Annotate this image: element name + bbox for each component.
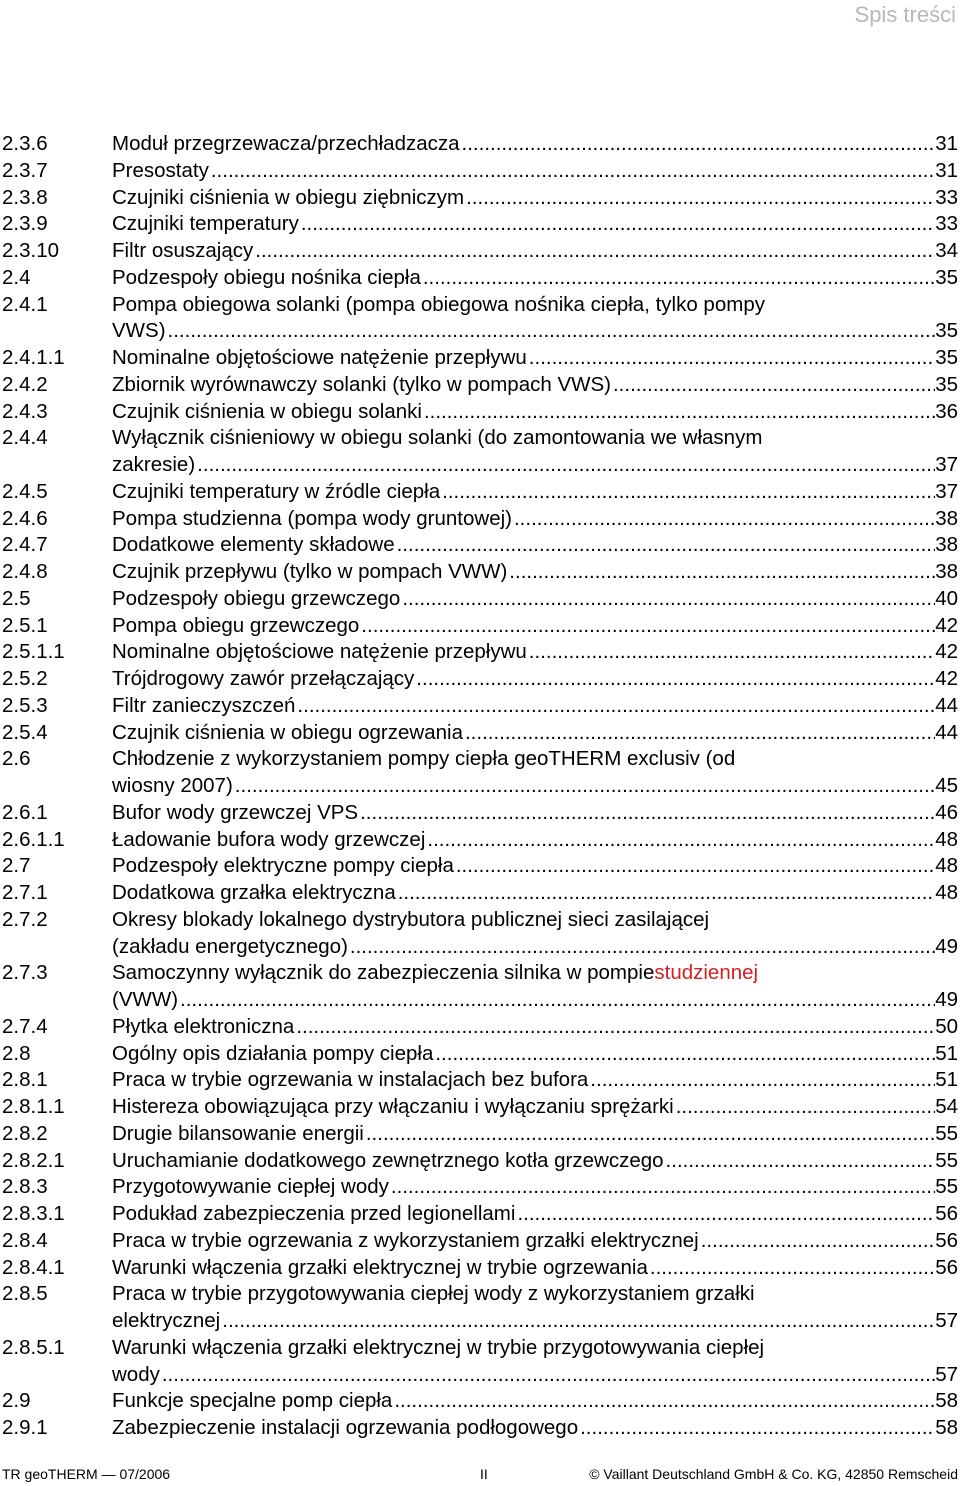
toc-entry-page: 33 bbox=[935, 212, 958, 236]
toc-dot-leader bbox=[699, 1228, 935, 1255]
toc-entry-number: 2.7 bbox=[2, 854, 31, 878]
toc-dot-leader bbox=[512, 506, 935, 533]
toc-entry-page: 38 bbox=[935, 506, 958, 530]
toc-entry-title: Warunki włączenia grzałki elektrycznej w trybie przygotowywania ciepłej bbox=[112, 1335, 765, 1359]
toc-entry[interactable] bbox=[2, 1388, 958, 1415]
toc-dot-leader bbox=[253, 238, 935, 265]
toc-entry-page: 35 bbox=[935, 319, 958, 343]
toc-entry[interactable] bbox=[2, 345, 958, 372]
toc-dot-leader bbox=[507, 559, 935, 586]
toc-entry-number: 2.4.3 bbox=[2, 399, 48, 423]
toc-entry-title: Praca w trybie przygotowywania ciepłej wody z wykorzystaniem grzałki bbox=[112, 1282, 755, 1306]
table-of-contents bbox=[2, 131, 958, 1442]
toc-dot-leader bbox=[395, 532, 936, 559]
toc-dot-leader bbox=[396, 880, 935, 907]
toc-entry-title: Warunki włączenia grzałki elektrycznej w trybie ogrzewania bbox=[112, 1255, 648, 1279]
toc-entry-title: Ogólny opis działania pompy ciepła bbox=[112, 1041, 434, 1065]
toc-entry-page: 31 bbox=[935, 158, 958, 182]
toc-entry-number: 2.3.9 bbox=[2, 212, 48, 236]
toc-entry-page: 56 bbox=[935, 1228, 958, 1252]
toc-entry-title: Przygotowywanie ciepłej wody bbox=[112, 1175, 389, 1199]
toc-entry-page: 44 bbox=[935, 693, 958, 717]
toc-entry-title: Bufor wody grzewczej VPS bbox=[112, 800, 359, 824]
toc-entry-number: 2.4.5 bbox=[2, 479, 48, 503]
toc-entry-title: Uruchamianie dodatkowego zewnętrznego kotła grzewczego bbox=[112, 1148, 664, 1172]
footer-document-id: TR geoTHERM — 07/2006 bbox=[2, 1466, 171, 1482]
toc-entry-number: 2.6.1.1 bbox=[2, 827, 65, 851]
toc-entry-page: 37 bbox=[935, 479, 958, 503]
toc-entry-page: 49 bbox=[935, 988, 958, 1011]
toc-entry-title: Podzespoły elektryczne pompy ciepła bbox=[112, 854, 454, 878]
toc-entry-title: Zabezpieczenie instalacji ogrzewania podłogowego bbox=[112, 1416, 579, 1439]
toc-dot-leader bbox=[421, 265, 935, 292]
page-footer bbox=[2, 1466, 958, 1484]
toc-entry-page: 38 bbox=[935, 533, 958, 557]
toc-entry-number: 2.8.2.1 bbox=[2, 1148, 65, 1172]
toc-entry-number: 2.8.4 bbox=[2, 1228, 48, 1252]
toc-entry-page: 42 bbox=[935, 667, 958, 690]
toc-entry-title: Płytka elektroniczna bbox=[112, 1014, 295, 1038]
toc-entry-number: 2.7.4 bbox=[2, 1014, 48, 1038]
toc-entry-title: Podukład zabezpieczenia przed legionellami bbox=[112, 1202, 516, 1225]
toc-entry-title: Zbiornik wyrównawczy solanki (tylko w pompach VWS) bbox=[112, 372, 611, 396]
toc-entry[interactable] bbox=[2, 960, 958, 1014]
toc-entry[interactable] bbox=[2, 639, 958, 666]
toc-entry-page: 55 bbox=[935, 1175, 958, 1199]
toc-entry[interactable] bbox=[2, 586, 958, 613]
toc-entry-page: 49 bbox=[935, 934, 958, 958]
toc-entry[interactable] bbox=[2, 479, 958, 506]
toc-dot-leader bbox=[588, 1067, 935, 1094]
toc-dot-leader bbox=[463, 720, 935, 747]
toc-entry-page: 48 bbox=[935, 854, 958, 878]
toc-entry[interactable] bbox=[2, 720, 958, 747]
toc-entry-title: Filtr zanieczyszczeń bbox=[112, 693, 296, 717]
toc-entry-title-continued: wiosny 2007) bbox=[112, 774, 233, 797]
toc-entry[interactable] bbox=[2, 1121, 958, 1148]
toc-entry-number: 2.3.7 bbox=[2, 158, 48, 182]
toc-entry-title: Pompa studzienna (pompa wody gruntowej) bbox=[112, 506, 512, 530]
toc-dot-leader bbox=[294, 1014, 935, 1041]
toc-entry-title: Czujnik przepływu (tylko w pompach VWW) bbox=[112, 560, 508, 583]
toc-entry-page: 54 bbox=[935, 1095, 958, 1118]
toc-dot-leader bbox=[527, 639, 935, 666]
toc-entry-page: 36 bbox=[935, 399, 958, 423]
toc-entry-title-highlight: studziennej bbox=[654, 961, 759, 985]
toc-entry-number: 2.8.3.1 bbox=[2, 1202, 65, 1225]
toc-entry-number: 2.9 bbox=[2, 1389, 31, 1413]
toc-entry-title: Czujniki ciśnienia w obiegu ziębniczym bbox=[112, 185, 465, 209]
toc-entry[interactable] bbox=[2, 827, 958, 854]
toc-entry-page: 44 bbox=[935, 720, 958, 744]
toc-entry[interactable] bbox=[2, 693, 958, 720]
toc-entry-title: Czujniki temperatury bbox=[112, 212, 299, 236]
toc-entry[interactable] bbox=[2, 1067, 958, 1094]
toc-entry-number: 2.4.7 bbox=[2, 533, 48, 557]
toc-entry[interactable] bbox=[2, 853, 958, 880]
toc-entry-number: 2.8.1.1 bbox=[2, 1095, 65, 1118]
toc-entry[interactable] bbox=[2, 1415, 958, 1442]
toc-entry-number: 2.5.1.1 bbox=[2, 640, 65, 664]
toc-entry-title: Drugie bilansowanie energii bbox=[112, 1121, 364, 1145]
toc-dot-leader bbox=[400, 586, 935, 613]
toc-entry-title-continued: VWS) bbox=[112, 319, 166, 343]
toc-dot-leader bbox=[209, 158, 935, 185]
toc-entry-number: 2.8.5.1 bbox=[2, 1335, 65, 1359]
toc-entry-title: Presostaty bbox=[112, 158, 209, 182]
toc-entry-page: 55 bbox=[935, 1148, 958, 1172]
toc-entry-page: 57 bbox=[935, 1309, 958, 1332]
toc-entry-number: 2.5.1 bbox=[2, 613, 48, 637]
toc-entry-page: 57 bbox=[935, 1362, 958, 1386]
toc-entry-page: 56 bbox=[935, 1202, 958, 1225]
toc-entry-title: Samoczynny wyłącznik do zabezpieczenia silnika w pompie bbox=[112, 961, 655, 985]
toc-dot-leader bbox=[195, 452, 935, 479]
toc-dot-leader bbox=[295, 693, 935, 720]
toc-entry-page: 58 bbox=[935, 1389, 958, 1413]
toc-dot-leader bbox=[425, 827, 935, 854]
toc-entry-page: 55 bbox=[935, 1121, 958, 1145]
toc-dot-leader bbox=[422, 399, 935, 426]
toc-dot-leader bbox=[389, 1174, 935, 1201]
toc-entry[interactable] bbox=[2, 746, 958, 800]
toc-entry-title: Moduł przegrzewacza/przechładzacza bbox=[112, 132, 460, 155]
toc-entry-number: 2.7.3 bbox=[2, 961, 48, 985]
toc-entry-number: 2.8.1 bbox=[2, 1068, 48, 1092]
toc-entry-title-continued: wody bbox=[112, 1362, 160, 1386]
toc-entry[interactable] bbox=[2, 1094, 958, 1121]
toc-entry-title-continued: elektrycznej bbox=[112, 1309, 221, 1332]
toc-dot-leader bbox=[648, 1255, 935, 1282]
toc-entry-number: 2.4.8 bbox=[2, 560, 48, 583]
toc-entry[interactable] bbox=[2, 532, 958, 559]
toc-entry[interactable] bbox=[2, 292, 958, 346]
toc-entry[interactable] bbox=[2, 506, 958, 533]
toc-entry-title: Okresy blokady lokalnego dystrybutora publicznej sieci zasilającej bbox=[112, 907, 710, 931]
toc-entry-number: 2.5.3 bbox=[2, 693, 48, 717]
toc-entry-number: 2.9.1 bbox=[2, 1416, 48, 1439]
toc-entry[interactable] bbox=[2, 907, 958, 961]
toc-entry[interactable] bbox=[2, 265, 958, 292]
toc-entry[interactable] bbox=[2, 211, 958, 238]
toc-dot-leader bbox=[299, 211, 935, 238]
toc-entry-number: 2.4.6 bbox=[2, 506, 48, 530]
toc-entry-number: 2.4.1 bbox=[2, 292, 48, 316]
toc-entry[interactable] bbox=[2, 1041, 958, 1068]
toc-entry-title: Wyłącznik ciśnieniowy w obiegu solanki (do zamontowania we własnym bbox=[112, 426, 763, 450]
toc-dot-leader bbox=[527, 345, 935, 372]
toc-dot-leader bbox=[166, 318, 936, 345]
toc-entry[interactable] bbox=[2, 131, 958, 158]
toc-entry-number: 2.8.5 bbox=[2, 1282, 48, 1306]
toc-entry-title: Funkcje specjalne pomp ciepła bbox=[112, 1389, 393, 1413]
footer-page-number: II bbox=[480, 1466, 488, 1482]
toc-entry-number: 2.7.2 bbox=[2, 907, 48, 931]
toc-dot-leader bbox=[433, 1041, 935, 1068]
toc-entry[interactable] bbox=[2, 372, 958, 399]
toc-entry-title-continued: zakresie) bbox=[112, 453, 196, 476]
toc-entry-number: 2.6 bbox=[2, 747, 31, 771]
toc-entry-number: 2.3.8 bbox=[2, 185, 48, 209]
toc-entry[interactable] bbox=[2, 880, 958, 907]
toc-dot-leader bbox=[392, 1388, 935, 1415]
toc-entry-title: Praca w trybie ogrzewania w instalacjach bez bufora bbox=[112, 1068, 589, 1092]
toc-entry[interactable] bbox=[2, 666, 958, 693]
toc-entry-page: 51 bbox=[935, 1041, 958, 1065]
toc-dot-leader bbox=[454, 853, 935, 880]
toc-dot-leader bbox=[364, 1121, 935, 1148]
toc-entry-title: Histereza obowiązująca przy włączaniu i wyłączaniu sprężarki bbox=[112, 1095, 674, 1118]
toc-dot-leader bbox=[220, 1308, 935, 1335]
toc-entry-page: 58 bbox=[935, 1416, 958, 1439]
toc-entry-page: 40 bbox=[935, 586, 958, 610]
toc-entry-title: Dodatkowa grzałka elektryczna bbox=[112, 881, 396, 904]
toc-entry-title: Pompa obiegowa solanki (pompa obiegowa nośnika ciepła, tylko pompy bbox=[112, 292, 765, 316]
toc-entry-page: 35 bbox=[935, 265, 958, 289]
toc-entry-title: Filtr osuszający bbox=[112, 239, 254, 262]
toc-entry[interactable] bbox=[2, 613, 958, 640]
toc-dot-leader bbox=[664, 1148, 936, 1175]
footer-copyright: © Vaillant Deutschland GmbH & Co. KG, 42850 Remscheid bbox=[589, 1466, 958, 1482]
toc-entry[interactable] bbox=[2, 1228, 958, 1255]
toc-entry-title: Trójdrogowy zawór przełączający bbox=[112, 667, 415, 690]
toc-entry-number: 2.3.10 bbox=[2, 239, 59, 262]
toc-entry-title: Czujnik ciśnienia w obiegu ogrzewania bbox=[112, 720, 463, 744]
toc-entry-page: 50 bbox=[935, 1014, 958, 1038]
toc-entry-title: Ładowanie bufora wody grzewczej bbox=[112, 827, 426, 851]
toc-entry-title: Podzespoły obiegu grzewczego bbox=[112, 586, 401, 610]
toc-entry[interactable] bbox=[2, 425, 958, 479]
toc-entry-page: 42 bbox=[935, 640, 958, 664]
toc-entry-page: 48 bbox=[935, 827, 958, 851]
toc-entry-number: 2.6.1 bbox=[2, 800, 48, 824]
toc-entry-number: 2.4.2 bbox=[2, 372, 48, 396]
toc-entry[interactable] bbox=[2, 238, 958, 265]
toc-entry-page: 38 bbox=[935, 560, 958, 583]
toc-entry[interactable] bbox=[2, 1014, 958, 1041]
toc-entry-number: 2.5.2 bbox=[2, 667, 48, 690]
toc-entry[interactable] bbox=[2, 185, 958, 212]
toc-entry[interactable] bbox=[2, 1281, 958, 1335]
toc-entry-title-continued: (zakładu energetycznego) bbox=[112, 934, 348, 958]
toc-entry[interactable] bbox=[2, 800, 958, 827]
toc-entry-page: 33 bbox=[935, 185, 958, 209]
toc-dot-leader bbox=[460, 131, 936, 158]
toc-entry-number: 2.5 bbox=[2, 586, 31, 610]
toc-entry-title: Dodatkowe elementy składowe bbox=[112, 533, 395, 557]
toc-entry-page: 48 bbox=[935, 881, 958, 904]
toc-entry-number: 2.8.4.1 bbox=[2, 1255, 65, 1279]
toc-entry-title: Chłodzenie z wykorzystaniem pompy ciepła geoTHERM exclusiv (od bbox=[112, 747, 736, 771]
toc-dot-leader bbox=[515, 1201, 935, 1228]
toc-entry-title: Czujnik ciśnienia w obiegu solanki bbox=[112, 399, 422, 423]
toc-dot-leader bbox=[348, 934, 935, 961]
toc-dot-leader bbox=[359, 613, 935, 640]
toc-entry-number: 2.4.4 bbox=[2, 426, 48, 450]
toc-entry-title-continued: (VWW) bbox=[112, 988, 179, 1011]
toc-entry-page: 46 bbox=[935, 800, 958, 824]
toc-entry-number: 2.4.1.1 bbox=[2, 346, 65, 369]
toc-dot-leader bbox=[358, 800, 935, 827]
toc-entry-page: 45 bbox=[935, 774, 958, 797]
toc-dot-leader bbox=[233, 773, 935, 800]
toc-entry-number: 2.8.3 bbox=[2, 1175, 48, 1199]
toc-entry[interactable] bbox=[2, 1335, 958, 1389]
toc-entry[interactable] bbox=[2, 399, 958, 426]
toc-dot-leader bbox=[578, 1415, 935, 1442]
toc-entry-number: 2.5.4 bbox=[2, 720, 48, 744]
toc-entry[interactable] bbox=[2, 1148, 958, 1175]
toc-entry[interactable] bbox=[2, 158, 958, 185]
toc-entry-page: 51 bbox=[935, 1068, 958, 1092]
toc-dot-leader bbox=[674, 1094, 935, 1121]
toc-entry-title: Nominalne objętościowe natężenie przepływu bbox=[112, 640, 527, 664]
toc-entry-page: 35 bbox=[935, 346, 958, 369]
toc-dot-leader bbox=[414, 666, 935, 693]
toc-entry-page: 31 bbox=[935, 132, 958, 155]
toc-entry-page: 42 bbox=[935, 613, 958, 637]
toc-dot-leader bbox=[464, 185, 935, 212]
toc-entry-number: 2.7.1 bbox=[2, 881, 48, 904]
toc-entry[interactable] bbox=[2, 1201, 958, 1228]
toc-entry-number: 2.8.2 bbox=[2, 1121, 48, 1145]
toc-entry-title: Praca w trybie ogrzewania z wykorzystaniem grzałki elektrycznej bbox=[112, 1228, 699, 1252]
toc-entry-number: 2.4 bbox=[2, 265, 31, 289]
toc-entry-page: 35 bbox=[935, 372, 958, 396]
toc-entry[interactable] bbox=[2, 1255, 958, 1282]
toc-entry-number: 2.3.6 bbox=[2, 132, 48, 155]
toc-entry-page: 34 bbox=[935, 239, 958, 262]
toc-entry-title: Podzespoły obiegu nośnika ciepła bbox=[112, 265, 421, 289]
toc-entry[interactable] bbox=[2, 1174, 958, 1201]
toc-entry-title: Nominalne objętościowe natężenie przepływu bbox=[112, 346, 527, 369]
toc-dot-leader bbox=[611, 372, 935, 399]
toc-dot-leader bbox=[440, 479, 935, 506]
toc-entry-title: Czujniki temperatury w źródle ciepła bbox=[112, 479, 441, 503]
page-header-title: Spis treści bbox=[854, 2, 956, 27]
toc-dot-leader bbox=[160, 1362, 935, 1389]
toc-entry-page: 56 bbox=[935, 1255, 958, 1279]
toc-entry[interactable] bbox=[2, 559, 958, 586]
toc-entry-page: 37 bbox=[935, 453, 958, 476]
toc-entry-number: 2.8 bbox=[2, 1041, 31, 1065]
toc-dot-leader bbox=[178, 987, 935, 1014]
toc-entry-title: Pompa obiegu grzewczego bbox=[112, 613, 360, 637]
